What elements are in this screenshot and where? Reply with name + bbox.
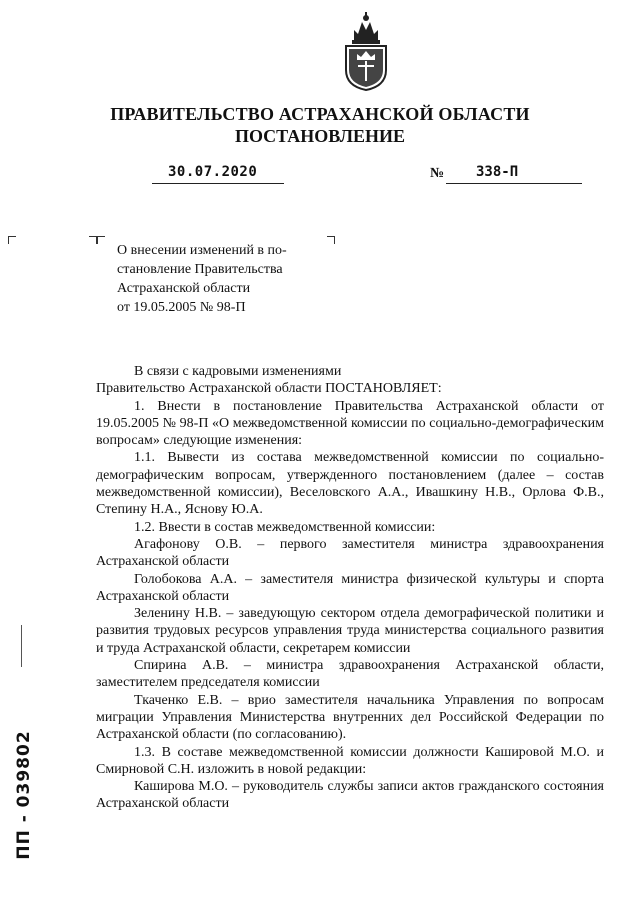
corner-mark-subject-left [97,236,105,244]
body-paragraph: В связи с кадровыми изменениями [134,364,342,379]
subject-line: от 19.05.2005 № 98-П [117,300,246,315]
date-underline [152,183,284,184]
body-paragraph: Агафонову О.В. – первого заместителя министра здравоохранения Астраханской области [96,536,604,570]
margin-line [21,625,22,667]
astrakhan-coat-of-arms-icon [340,10,392,92]
body-paragraph: Правительство Астраханской области ПОСТАНОВЛЯЕТ: [96,381,442,397]
document-number: 338-П [476,164,519,180]
document-type: ПОСТАНОВЛЕНИЕ [234,126,406,146]
side-serial-stamp [14,700,34,890]
body-paragraph: 1.3. В составе межведомственной комиссии должности Кашировой М.О. и Смирновой С.Н. изложить в новой редакции: [96,744,604,777]
body-paragraph: 1.2. Ввести в состав межведомственной комиссии: [134,519,436,535]
body-paragraph: Спирина А.В. – министра здравоохранения Астраханской области, заместителем председателя комиссии [96,658,604,691]
body-paragraph: 1.1. Вывести из состава межведомственной комиссии по социально-демографическим вопросам, утвержденного постановлением (далее – состав межведомственной комиссии), Веселовского А.А., Ивашкину Н.В., Орлова Ф.В., Степину Н.А., Яснову Ю.А. [96,450,604,518]
serial-number: ПП - 039802 [14,730,34,860]
subject-line: О внесении изменений в по- [117,243,287,258]
body-paragraph: Каширова М.О. – руководитель службы записи актов гражданского состояния Астраханской области [96,779,604,812]
document-subject [117,241,329,317]
body-paragraph: 1. Внести в постановление Правительства Астраханской области от 19.05.2005 № 98-П «О межведомственной комиссии по социально-демографическим вопросам» следующие изменения: [96,398,604,449]
document-date: 30.07.2020 [168,164,258,180]
subject-line: становление Правительства [117,262,283,277]
number-sign: № [430,166,445,181]
body-paragraph: Голобокова А.А. – заместителя министра физической культуры и спорта Астраханской области [96,571,604,604]
number-underline [446,183,582,184]
body-paragraph: Ткаченко Е.В. – врио заместителя начальника Управления по вопросам миграции Управления Министерства внутренних дел Российской Федерации по Астраханской области (по согласованию). [96,692,604,743]
organization-title: ПРАВИТЕЛЬСТВО АСТРАХАНСКОЙ ОБЛАСТИ [110,104,530,124]
corner-mark-subject-left-inner [89,236,97,244]
body-paragraph: Зеленину Н.В. – заведующую сектором отдела демографической политики и развития трудовых ресурсов управления труда министерства социального развития и труда Астраханской области, секретарем комиссии [96,606,604,656]
subject-line: Астраханской области [117,281,251,296]
document-body [96,363,604,813]
corner-mark-left [8,236,16,244]
